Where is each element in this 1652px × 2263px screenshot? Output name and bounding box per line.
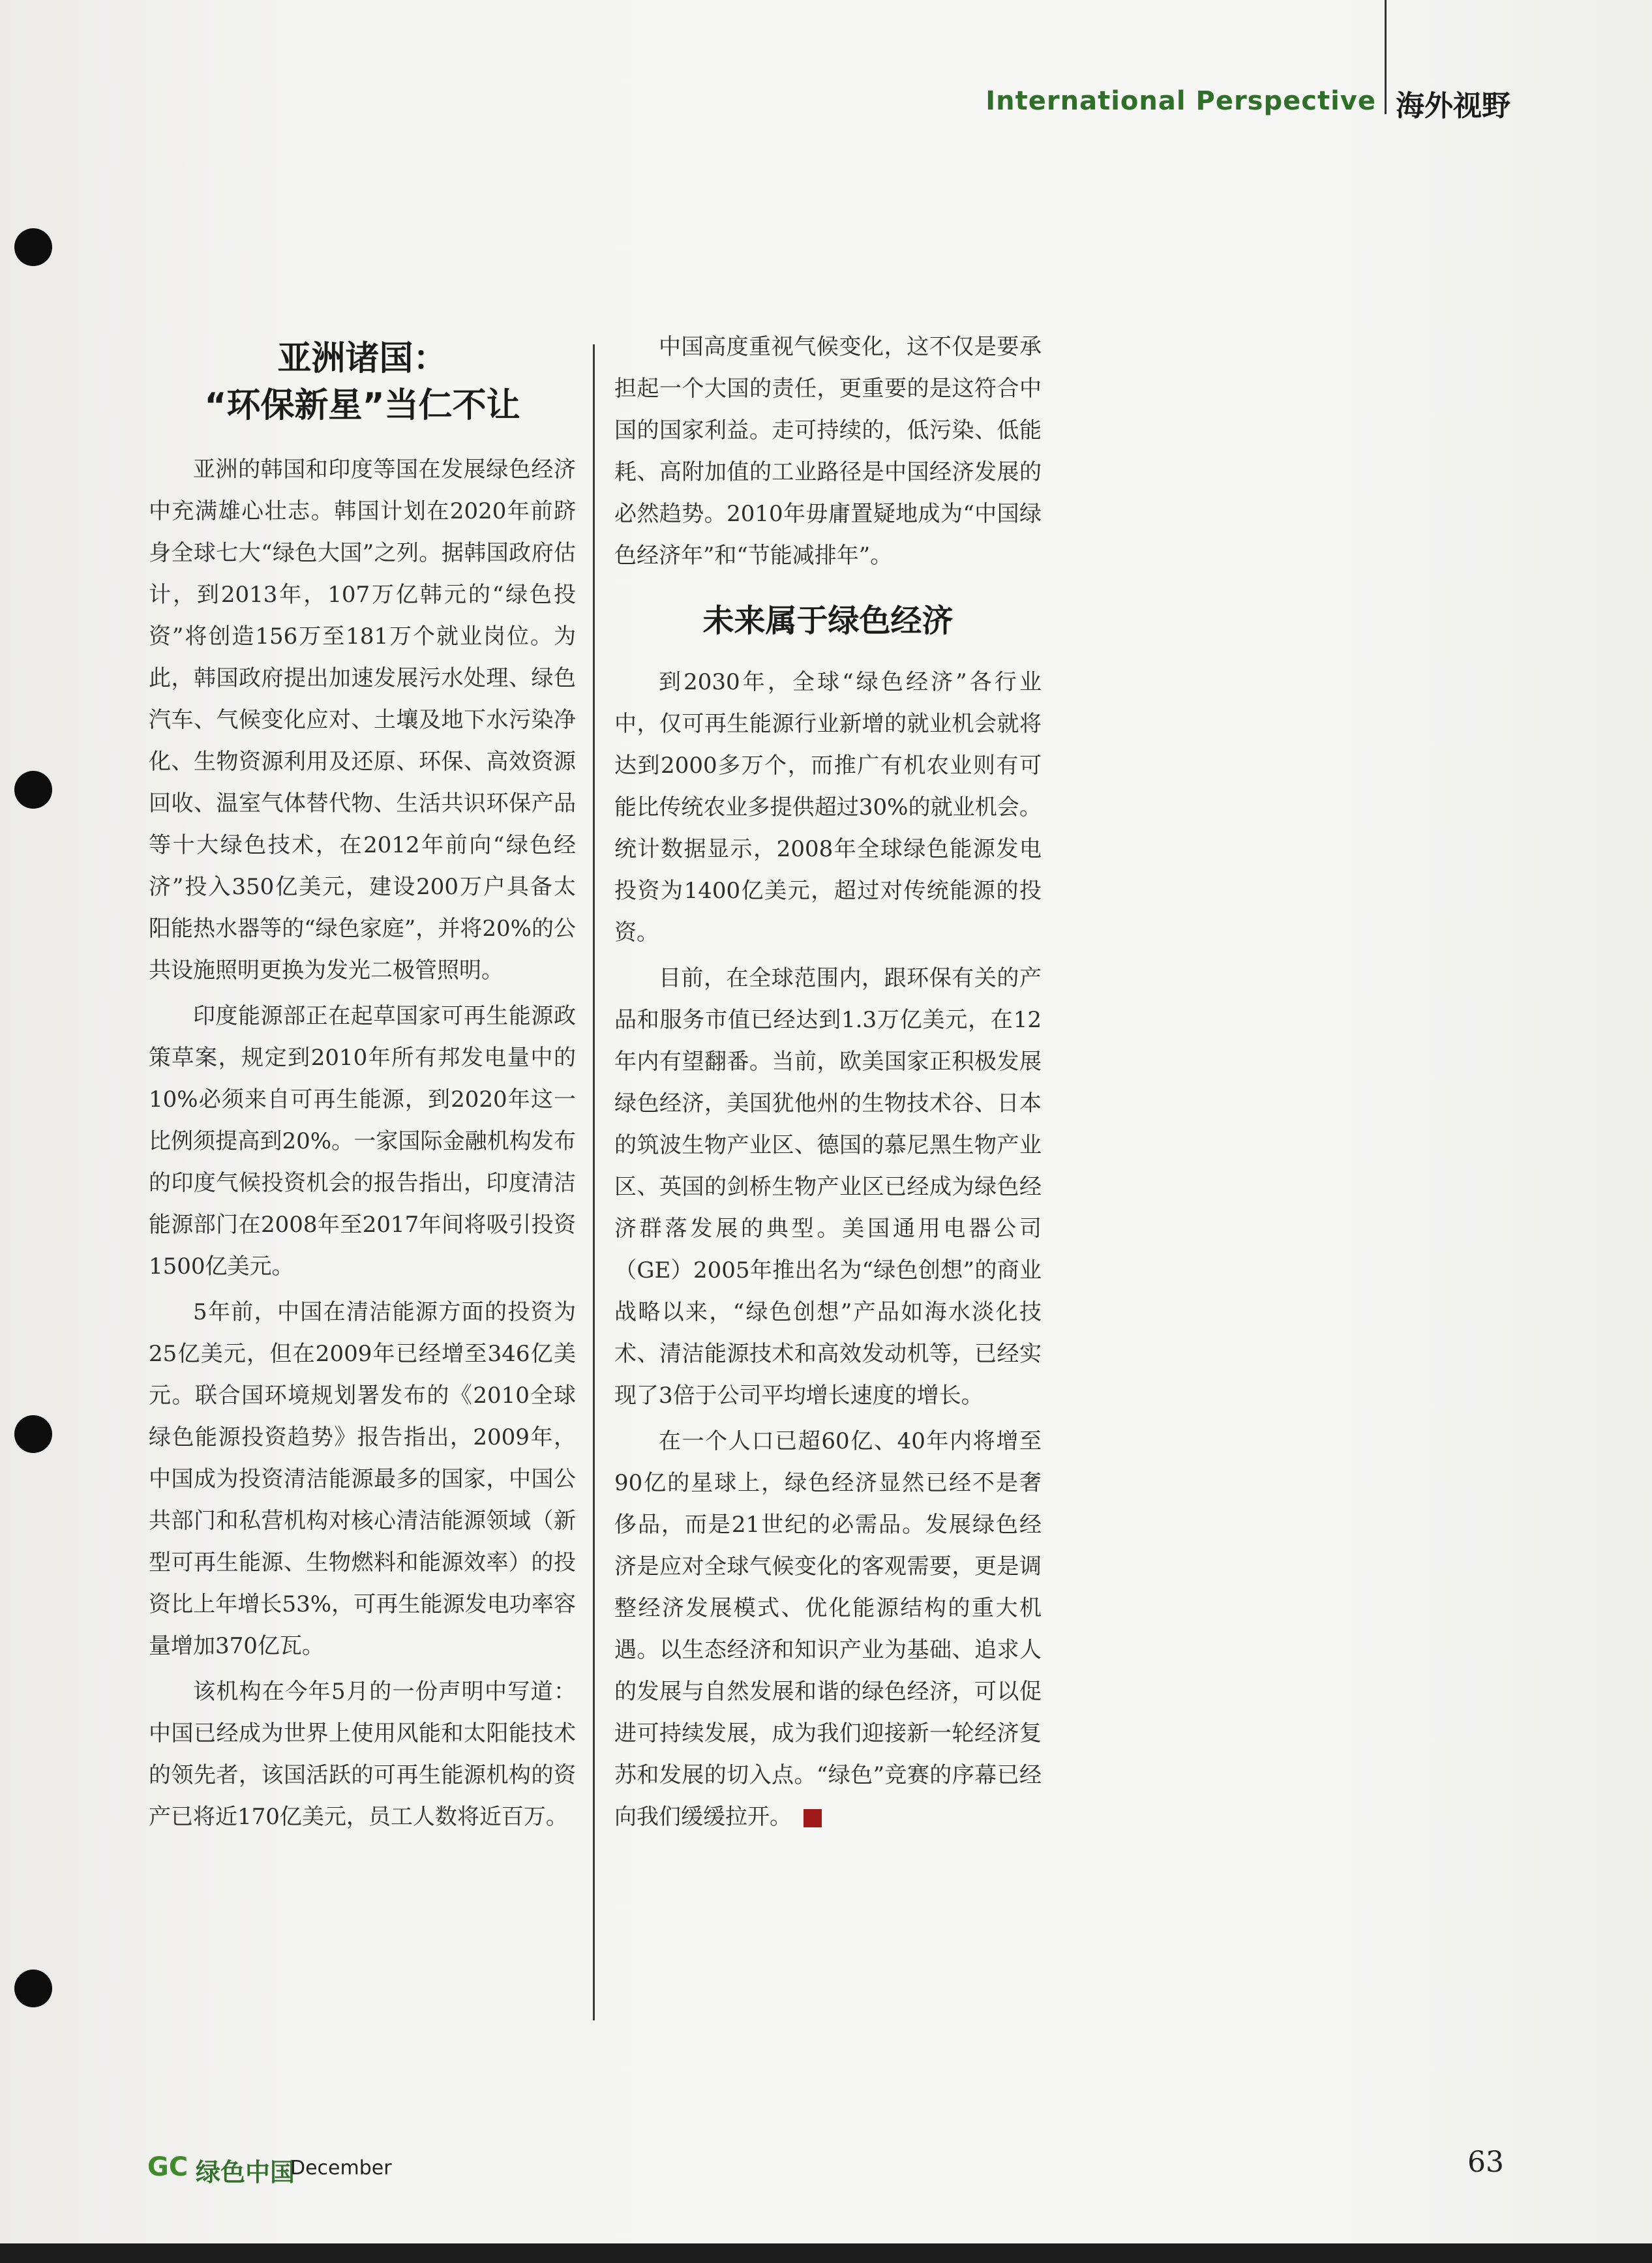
section-title-cn: 海外视野	[1396, 89, 1510, 123]
article-title	[149, 335, 576, 429]
paragraph: 中国高度重视气候变化，这不仅是要承担起一个大国的责任，更重要的是这符合中国的国家利益。走可持续的，低污染、低能耗、高附加值的工业路径是中国经济发展的必然趋势。2010年毋庸置疑地成为“中国绿色经济年”和“节能减排年”。	[614, 334, 1042, 569]
article-title-line1: 亚洲诸国：	[277, 339, 447, 378]
binder-hole	[14, 771, 52, 809]
article-title-line2: “环保新星”当仁不让	[204, 386, 520, 425]
final-paragraph	[614, 1420, 1042, 1838]
left-column	[149, 326, 576, 1842]
scan-edge	[0, 2243, 1652, 2263]
paragraph: 到2030年，全球“绿色经济”各行业中，仅可再生能源行业新增的就业机会就将达到2000多万个，而推广有机农业则有可能比传统农业多提供超过30%的就业机会。统计数据显示，2008年全球绿色能源发电投资为1400亿美元，超过对传统能源的投资。	[614, 669, 1042, 946]
binder-hole	[14, 1415, 52, 1453]
section-subhead: 未来属于绿色经济	[702, 603, 954, 639]
header-divider	[1385, 0, 1387, 114]
paragraph: 印度能源部正在起草国家可再生能源政策草案，规定到2010年所有邦发电量中的10%必须来自可再生能源，到2020年这一比例须提高到20%。一家国际金融机构发布的印度气候投资机会的报告指出，印度清洁能源部门在2008年至2017年间将吸引投资1500亿美元。	[149, 1003, 576, 1280]
issue-month: December	[290, 2157, 392, 2180]
section-title-en: International Perspective	[985, 86, 1376, 116]
paragraph: 目前，在全球范围内，跟环保有关的产品和服务市值已经达到1.3万亿美元，在12年内有望翻番。当前，欧美国家正积极发展绿色经济，美国犹他州的生物技术谷、日本的筑波生物产业区、德国的慕尼黑生物产业区、英国的剑桥生物产业区已经成为绿色经济群落发展的典型。美国通用电器公司（GE）2005年推出名为“绿色创想”的商业战略以来，“绿色创想”产品如海水淡化技术、清洁能源技术和高效发动机等，已经实现了3倍于公司平均增长速度的增长。	[614, 965, 1042, 1409]
paragraph: 该机构在今年5月的一份声明中写道：中国已经成为世界上使用风能和太阳能技术的领先者，该国活跃的可再生能源机构的资产已将近170亿美元，员工人数将近百万。	[149, 1679, 576, 1830]
magazine-name: 绿色中国	[196, 2158, 295, 2187]
paragraph: 5年前，中国在清洁能源方面的投资为25亿美元，但在2009年已经增至346亿美元。联合国环境规划署发布的《2010全球绿色能源投资趋势》报告指出，2009年，中国成为投资清洁能源最多的国家，中国公共部门和私营机构对核心清洁能源领域（新型可再生能源、生物燃料和能源效率）的投资比上年增长53%，可再生能源发电功率容量增加370亿瓦。	[149, 1299, 576, 1659]
binder-hole	[14, 228, 52, 266]
paragraph-text: 在一个人口已超60亿、40年内将增至90亿的星球上，绿色经济显然已经不是奢侈品，而是21世纪的必需品。发展绿色经济是应对全球气候变化的客观需要，更是调整经济发展模式、优化能源结构的重大机遇。以生态经济和知识产业为基础、追求人的发展与自然发展和谐的绿色经济，可以促进可持续发展，成为我们迎接新一轮经济复苏和发展的切入点。“绿色”竞赛的序幕已经向我们缓缓拉开。	[614, 1428, 1042, 1830]
paragraph: 亚洲的韩国和印度等国在发展绿色经济中充满雄心壮志。韩国计划在2020年前跻身全球七大“绿色大国”之列。据韩国政府估计，到2013年，107万亿韩元的“绿色投资”将创造156万至181万个就业岗位。为此，韩国政府提出加速发展污水处理、绿色汽车、气候变化应对、土壤及地下水污染净化、生物资源利用及还原、环保、高效资源回收、温室气体替代物、生活共识环保产品等十大绿色技术，在2012年前向“绿色经济”投入350亿美元，建设200万户具备太阳能热水器等的“绿色家庭”，并将20%的公共设施照明更换为发光二极管照明。	[149, 457, 576, 983]
page-number: 63	[1467, 2146, 1504, 2179]
right-column	[614, 326, 1042, 1842]
end-mark-icon	[803, 1809, 822, 1827]
binder-hole	[14, 1970, 52, 2007]
magazine-logo: GC	[147, 2152, 188, 2182]
column-divider	[593, 344, 595, 2020]
